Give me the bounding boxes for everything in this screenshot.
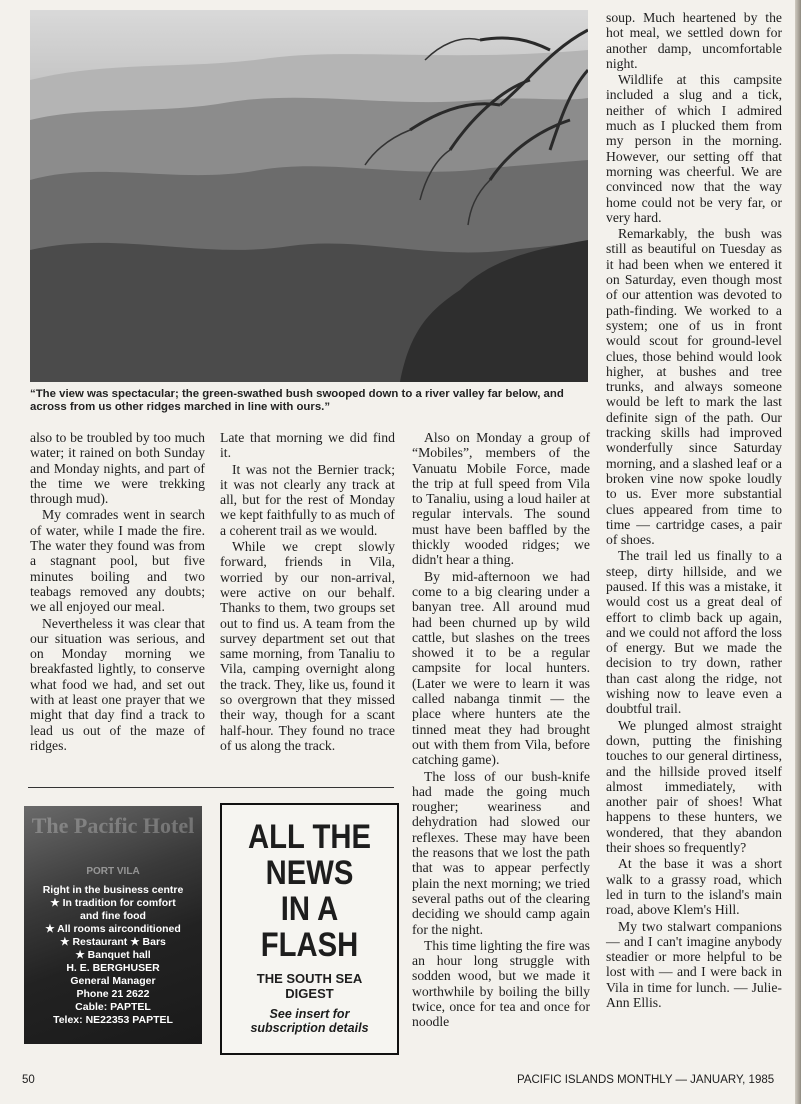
ad-publication bbox=[222, 971, 397, 1001]
paragraph: My two stalwart companions — and I can't imagine anybody steadier or more helpful to be lost with — and I were back in Vila in time for lunch. — Julie-Ann Ellis. bbox=[606, 918, 782, 1010]
paragraph: While we crept slowly forward, friends in Vila, worried by our non-arrival, were active on our behalf. Thanks to them, two groups set out to find us. A team from the survey department set out that same morning, from Tanaliu to Vila, camping overnight along the track. They, like us, found it so overgrown that they missed their way, though for a scant half-hour. They found no trace of us along the track. bbox=[220, 539, 395, 753]
landscape-photo bbox=[30, 10, 588, 382]
hotel-name: The Pacific Hotel bbox=[31, 813, 195, 838]
publication-line: THE SOUTH SEA bbox=[256, 971, 363, 986]
paragraph: By mid-afternoon we had come to a big clearing under a banyan tree. All around mud had been churned up by wild cattle, but slashes on the trees showed it to be a regular campsite for local hunters. (Later we were to learn it was called nabanga tinmit — the place where hunters ate the tinned meat they had brought out with them from Vila, before catching game). bbox=[412, 568, 590, 768]
paragraph: Wildlife at this campsite included a slug and a tick, neither of which I admired much as I plucked them from my person in the morning. However, our setting off that morning was cheerful. We are convinced now that the way home could not be very far, or very hard. bbox=[606, 72, 782, 225]
paragraph: The loss of our bush-knife had made the going much rougher; weariness and dehydration had slowed our reflexes. These may have been the reasons that we lost the path that was to appear perfectly plain the next morning; we tried several paths out of the clearing deciding we should camp again for the night. bbox=[412, 768, 590, 937]
hotel-line: ★ All rooms airconditioned bbox=[45, 923, 181, 935]
headline-line: IN A bbox=[280, 890, 339, 928]
paragraph: Nevertheless it was clear that our situation was serious, and on Monday morning we breakfasted lightly, to conserve what food we had, and set out with at least one prayer that we might that day find a track to lead us out of the maze of ridges. bbox=[30, 615, 205, 753]
paragraph: The trail led us finally to a steep, dirty hillside, and we paused. If this was a mistake, it would cost us a great deal of effort to climb back up again, and we could not afford the loss of energy. But we made the decision to try down, rather than cast along the ridge, not wishing now to leave even a doubtful trail. bbox=[606, 548, 782, 717]
page-edge bbox=[795, 0, 801, 1104]
photo-caption: “The view was spectacular; the green-swathed bush swooped down to a river valley far below, and across from us other ridges marched in line with ours.” bbox=[30, 388, 564, 413]
hotel-location: PORT VILA bbox=[86, 866, 140, 877]
paragraph: This time lighting the fire was an hour long struggle with sodden wood, but we made it worthwhile by boiling the billy twice, once for tea and once for noodle bbox=[412, 937, 590, 1030]
hotel-advertisement bbox=[24, 806, 202, 1044]
hotel-line: Right in the business centre bbox=[42, 884, 184, 896]
divider-rule bbox=[28, 787, 394, 788]
headline-line: FLASH bbox=[260, 926, 359, 964]
paragraph: We plunged almost straight down, putting the finishing touches to our general dirtiness, and the hillside proved itself almost immediately, with another pair of shoes! What happens to these hunters, we wondered, that they abandon their shoes so frequently? bbox=[606, 717, 782, 856]
hotel-line: and fine food bbox=[80, 910, 146, 922]
hotel-line: ★ Banquet hall bbox=[75, 949, 151, 961]
hotel-line: ★ In tradition for comfort bbox=[50, 897, 176, 909]
article-column-2 bbox=[220, 430, 395, 753]
paragraph: It was not the Bernier track; it was not clearly any track at all, but for the rest of Monday we kept faithfully to as much of a coherent trail as we would. bbox=[220, 461, 395, 538]
headline-line: ALL THE bbox=[248, 818, 371, 856]
paragraph: Also on Monday a group of “Mobiles”, members of the Vanuatu Mobile Force, made the trip at full speed from Vila to Tanaliu, using a loud hailer at regular intervals. The sound must have been baffled by the thickly wooded ridges; we didn't hear a thing. bbox=[412, 430, 590, 568]
paragraph: also to be troubled by too much water; it rained on both Sunday and Monday nights, and part of the time we were trekking through mud). bbox=[30, 430, 205, 507]
hotel-line: Cable: PAPTEL bbox=[75, 1001, 151, 1013]
ad-headline bbox=[234, 819, 385, 963]
paragraph: Late that morning we did find it. bbox=[220, 430, 395, 461]
paragraph: My comrades went in search of water, while I made the fire. The water they found was from a stagnant pool, but five minutes boiling and two teabags removed any doubts; we all enjoyed our meal. bbox=[30, 507, 205, 615]
paragraph: soup. Much heartened by the hot meal, we settled down for another damp, uncomfortable night. bbox=[606, 10, 782, 71]
hotel-line: Telex: NE22353 PAPTEL bbox=[53, 1014, 173, 1026]
hotel-line: ★ Restaurant ★ Bars bbox=[60, 936, 166, 948]
article-column-1 bbox=[30, 430, 205, 753]
masthead: PACIFIC ISLANDS MONTHLY — JANUARY, 1985 bbox=[517, 1074, 775, 1086]
hotel-details bbox=[24, 884, 202, 1027]
headline-line: NEWS bbox=[265, 854, 354, 892]
hotel-line: H. E. BERGHUSER bbox=[66, 962, 160, 974]
page-number: 50 bbox=[22, 1074, 35, 1086]
hotel-line: General Manager bbox=[70, 975, 156, 987]
ad-insert-note bbox=[222, 1007, 397, 1035]
article-column-3 bbox=[412, 430, 590, 1030]
insert-line: subscription details bbox=[250, 1021, 369, 1035]
article-column-4 bbox=[606, 10, 782, 1010]
paragraph: At the base it was a short walk to a grassy road, which led in turn to the island's main road, above Klem's Hill. bbox=[606, 856, 782, 918]
publication-line: DIGEST bbox=[285, 986, 334, 1001]
insert-line: See insert for bbox=[269, 1007, 350, 1021]
digest-advertisement bbox=[220, 803, 399, 1055]
landscape-photo-icon bbox=[30, 10, 588, 382]
paragraph: Remarkably, the bush was still as beautiful on Tuesday as it had been when we entered it on Saturday, even though most of our attention was devoted to path-finding. We worked to a system; one of us in front would scout for ground-level clues, those behind would look higher, at bushes and tree trunks, and always someone would be left to mark the last definite sign of the path. Our tracking skills had improved wonderfully since Saturday morning, and a slashed leaf or a broken vine now spoke loudly to us. Ever more substantial clues appeared from time to time — cartridge cases, a pair of shoes. bbox=[606, 226, 782, 548]
hotel-line: Phone 21 2622 bbox=[76, 988, 150, 1000]
